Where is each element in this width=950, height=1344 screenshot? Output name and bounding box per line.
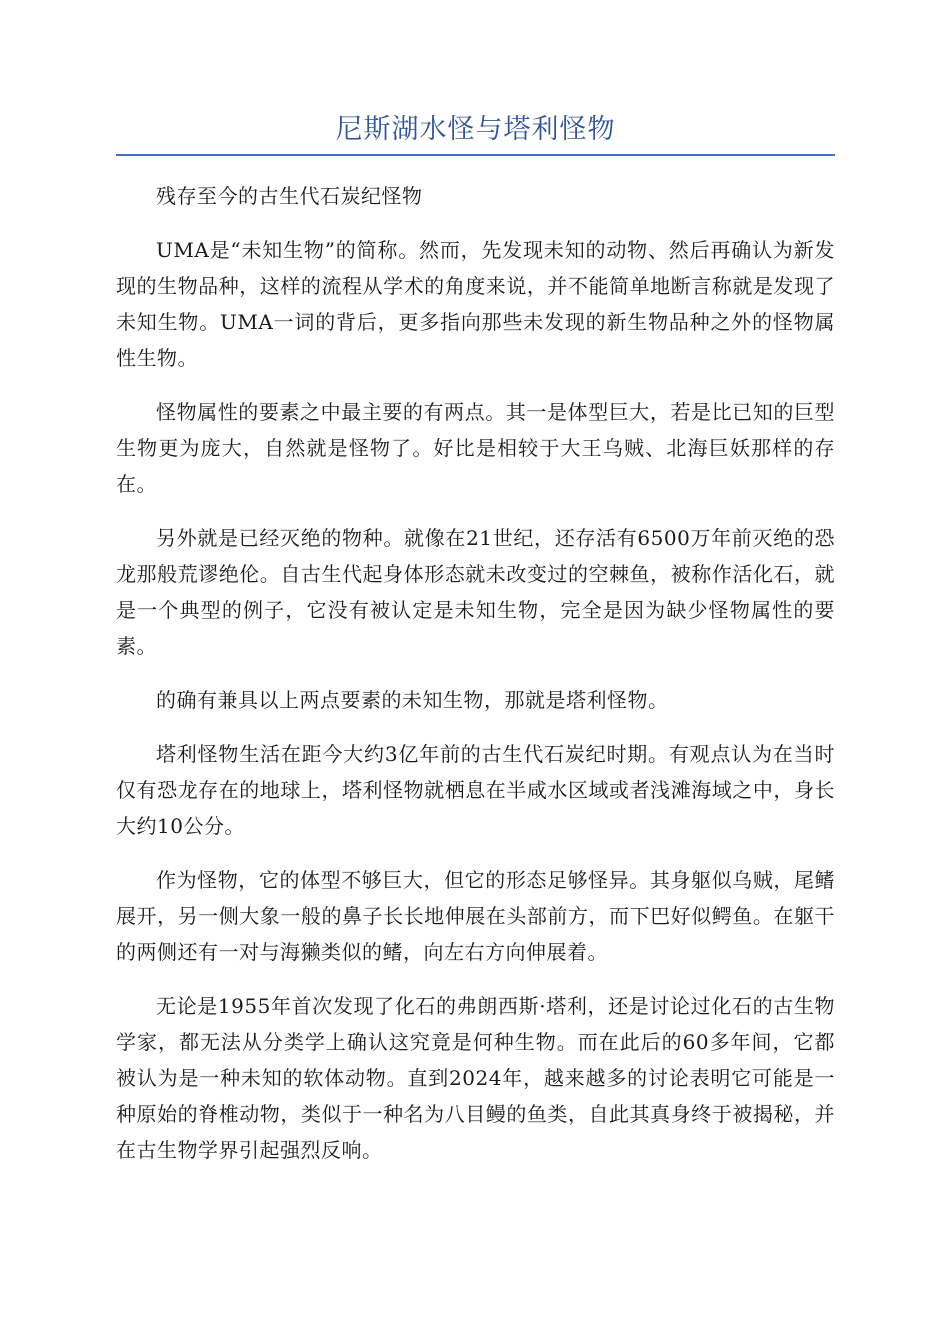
document-page bbox=[116, 110, 835, 1186]
paragraph: 作为怪物，它的体型不够巨大，但它的形态足够怪异。其身躯似乌贼，尾鳍展开，另一侧大象一般的鼻子长长地伸展在头部前方，而下巴好似鳄鱼。在躯干的两侧还有一对与海獭类似的鳍，向左右方向伸展着。 bbox=[116, 868, 835, 964]
paragraph: 怪物属性的要素之中最主要的有两点。其一是体型巨大，若是比已知的巨型生物更为庞大，自然就是怪物了。好比是相较于大王乌贼、北海巨妖那样的存在。 bbox=[116, 400, 835, 496]
document-body bbox=[116, 178, 835, 1168]
paragraph: 塔利怪物生活在距今大约3亿年前的古生代石炭纪时期。有观点认为在当时仅有恐龙存在的地球上，塔利怪物就栖息在半咸水区域或者浅滩海域之中，身长大约10公分。 bbox=[116, 742, 835, 838]
subtitle-paragraph: 残存至今的古生代石炭纪怪物 bbox=[156, 184, 423, 208]
paragraph: 无论是1955年首次发现了化石的弗朗西斯·塔利，还是讨论过化石的古生物学家，都无法从分类学上确认这究竟是何种生物。而在此后的60多年间，它都被认为是一种未知的软体动物。直到2024年，越来越多的讨论表明它可能是一种原始的脊椎动物，类似于一种名为八目鳗的鱼类，自此其真身终于被揭秘，并在古生物学界引起强烈反响。 bbox=[116, 994, 835, 1162]
paragraph: 另外就是已经灭绝的物种。就像在21世纪，还存活有6500万年前灭绝的恐龙那般荒谬绝伦。自古生代起身体形态就未改变过的空棘鱼，被称作活化石，就是一个典型的例子，它没有被认定是未知生物，完全是因为缺少怪物属性的要素。 bbox=[116, 526, 835, 658]
document-title: 尼斯湖水怪与塔利怪物 bbox=[116, 110, 835, 156]
paragraph: 的确有兼具以上两点要素的未知生物，那就是塔利怪物。 bbox=[156, 688, 669, 712]
paragraph: UMA是“未知生物”的简称。然而，先发现未知的动物、然后再确认为新发现的生物品种，这样的流程从学术的角度来说，并不能简单地断言称就是发现了未知生物。UMA一词的背后，更多指向那些未发现的新生物品种之外的怪物属性生物。 bbox=[116, 238, 835, 370]
